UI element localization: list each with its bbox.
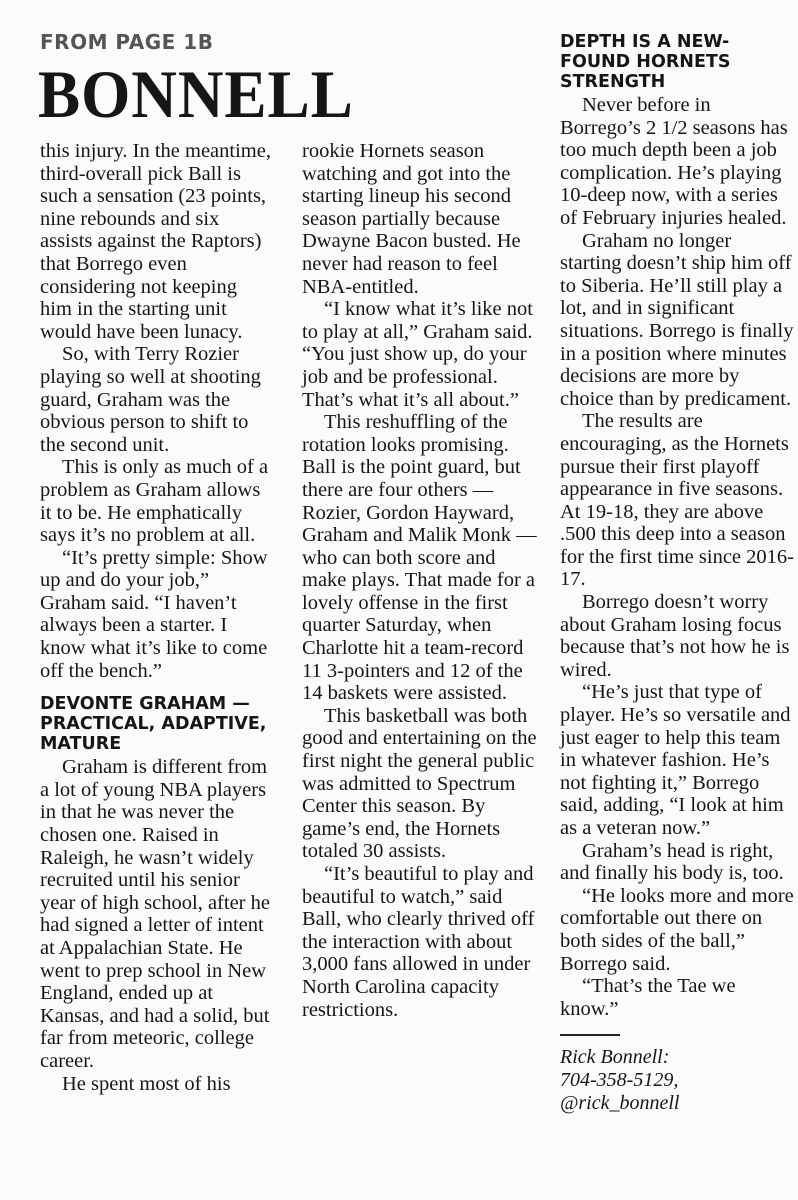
subhead: DEVONTE GRAHAM — PRACTICAL, ADAPTIVE, MATURE [40,694,267,755]
paragraph: “He’s just that type of player. He’s so versatile and just eager to help this team in whatever fashion. He’s not fighting it,” Borrego said, adding, “I look at him as a veteran now.” [560,681,791,839]
paragraph: This reshuffling of the rotation looks promising. Ball is the point guard, but there are four others — Rozier, Gordon Hayward, Graham and Malik Monk — who can both score and make plays. That made for a lovely offense in the first quarter Saturday, when Charlotte hit a team-record 11 3-pointers and 12 of the 14 baskets were assisted. [302,411,537,705]
author-handle: @rick_bonnell [560,1092,680,1115]
column-2 [302,140,538,1021]
paragraph: “That’s the Tae we know.” [560,975,736,1020]
paragraph: “I know what it’s like not to play at all,” Graham said. “You just show up, do your job and be professional. That’s what it’s all about.” [302,298,533,411]
author-signature [560,1046,796,1115]
paragraph: He spent most of his [62,1072,231,1095]
paragraph: “He looks more and more comfortable out there on both sides of the ball,” Borrego said. [560,884,794,975]
kicker: FROM PAGE 1B [40,30,214,54]
column-1 [40,140,272,1095]
paragraph: Graham is different from a lot of young NBA players in that he was never the chosen one. Raised in Raleigh, he wasn’t widely recruited until his senior year of high school, after he had signed a letter of intent at Appalachian State. He went to prep school in New England, ended up at Kansas, and had a solid, but far from meteoric, college career. [40,756,270,1072]
signature-rule [560,1034,620,1036]
paragraph: This is only as much of a problem as Graham allows it to be. He emphatically says it’s no problem at all. [40,456,269,547]
paragraph: Graham no longer starting doesn’t ship him off to Siberia. He’ll still play a lot, and in significant situations. Borrego is finally in a position where minutes decisions are more by choice than by predicament. [560,229,794,410]
paragraph: this injury. In the meantime, third-overall pick Ball is such a sensation (23 points, nine rebounds and six assists against the Raptors) that Borrego even considering not keeping him in the starting unit would have been lunacy. [40,140,271,343]
paragraph: rookie Hornets season watching and got into the starting lineup his second season partially because Dwayne Bacon busted. He never had reason to feel NBA-entitled. [302,140,521,298]
paragraph: Graham’s head is right, and finally his body is, too. [560,839,784,885]
paragraph: Borrego doesn’t worry about Graham losing focus because that’s not how he is wired. [560,591,790,681]
paragraph: “It’s beautiful to play and beautiful to watch,” said Ball, who clearly thrived off the interaction with about 3,000 fans allowed in under North Carolina capacity restrictions. [302,863,535,1021]
author-phone: 704-358-5129, [560,1069,679,1092]
subhead: DEPTH IS A NEW-FOUND HORNETS STRENGTH [560,32,731,92]
headline: BONNELL [38,56,354,132]
paragraph: So, with Terry Rozier playing so well at shooting guard, Graham was the obvious person to shift to the second unit. [40,343,261,456]
paragraph: Never before in Borrego’s 2 1/2 seasons has too much depth been a job complication. He’s playing 10-deep now, with a series of February injuries healed. [560,94,788,229]
paragraph: This basketball was both good and entertaining on the first night the general public was admitted to Spectrum Center this season. By game’s end, the Hornets totaled 30 assists. [302,704,537,863]
author-name: Rick Bonnell: [560,1046,670,1069]
paragraph: “It’s pretty simple: Show up and do your job,” Graham said. “I haven’t always been a starter. I know what it’s like to come off the bench.” [40,546,268,682]
column-3 [560,32,796,1115]
paragraph: The results are encouraging, as the Hornets pursue their first playoff appearance in five seasons. At 19-18, they are above .500 this deep into a season for the first time since 2016-17. [560,410,794,591]
